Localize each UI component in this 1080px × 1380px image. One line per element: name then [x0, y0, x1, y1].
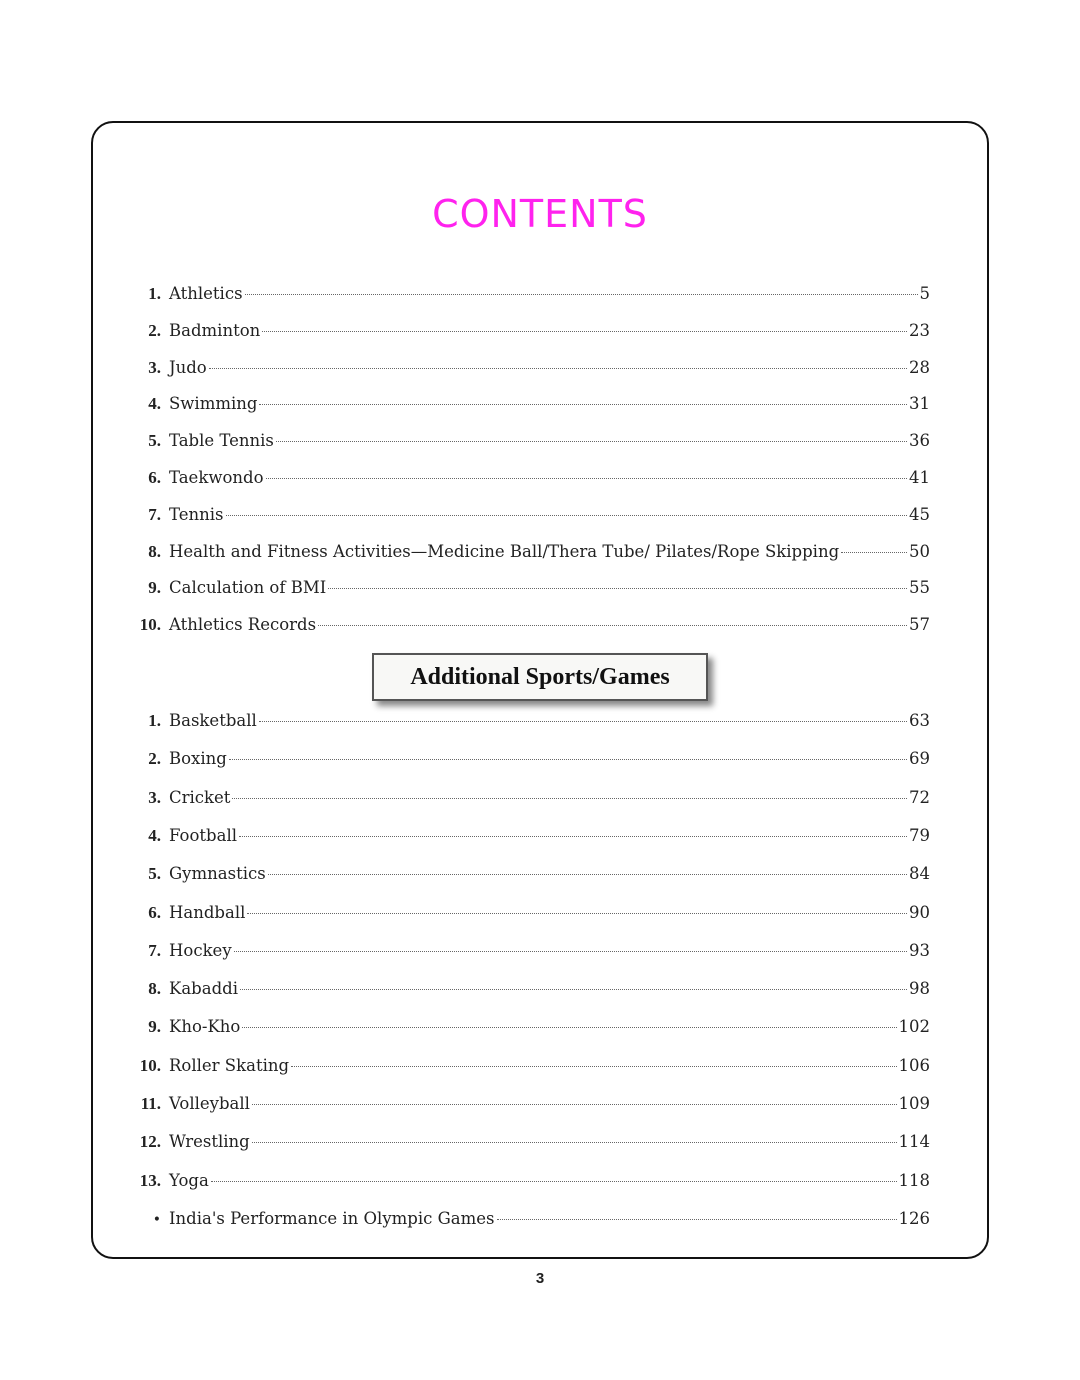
toc-entry[interactable]: [130, 788, 930, 810]
toc-entry[interactable]: [130, 468, 930, 490]
bullet-icon: •: [152, 1211, 161, 1228]
dot-leader: [276, 441, 907, 442]
toc-entry[interactable]: [130, 321, 930, 343]
entry-title: Volleyball: [169, 1094, 250, 1113]
entry-page: 98: [909, 979, 930, 999]
entry-page: 69: [909, 749, 930, 769]
entry-title: Swimming: [169, 394, 258, 414]
entry-title: Gymnastics: [169, 864, 266, 884]
entry-number: 5.: [148, 864, 161, 884]
dot-leader: [497, 1219, 897, 1220]
dot-leader: [262, 331, 907, 332]
entry-title: Table Tennis: [169, 431, 274, 451]
dot-leader: [229, 759, 907, 760]
dot-leader: [252, 1104, 897, 1105]
dot-leader: [242, 1027, 896, 1028]
dot-leader: [226, 515, 908, 516]
dot-leader: [247, 913, 907, 914]
dot-leader: [318, 625, 907, 626]
toc-entry[interactable]: [130, 578, 930, 600]
dot-leader: [268, 874, 907, 875]
entry-number: 2.: [148, 749, 161, 769]
entry-page: 102: [898, 1017, 930, 1037]
entry-number: 10.: [139, 615, 161, 635]
entry-page: 36: [909, 431, 930, 451]
entry-number: 12.: [139, 1132, 161, 1152]
toc-entry[interactable]: [130, 1132, 930, 1154]
dot-leader: [240, 989, 907, 990]
entry-title: Athletics Records: [169, 615, 317, 635]
toc-entry[interactable]: [130, 615, 930, 637]
toc-entry[interactable]: [130, 1171, 930, 1193]
page-number: 3: [535, 1270, 545, 1287]
entry-number: 4.: [148, 825, 161, 845]
entry-title: Tennis: [169, 504, 224, 524]
entry-page: 93: [909, 940, 930, 960]
dot-leader: [239, 836, 907, 837]
section-heading: Additional Sports/Games: [372, 653, 708, 701]
toc-entry[interactable]: [130, 431, 930, 453]
entry-page: 31: [909, 394, 930, 414]
entry-number: 8.: [148, 979, 161, 999]
entry-title: Yoga: [169, 1170, 209, 1190]
toc-entry[interactable]: [130, 903, 930, 925]
dot-leader: [259, 404, 907, 405]
entry-page: 79: [909, 825, 930, 845]
dot-leader: [232, 798, 907, 799]
entry-title: Basketball: [169, 711, 257, 730]
entry-page: 126: [898, 1208, 930, 1228]
toc-entry[interactable]: [130, 358, 930, 380]
toc-entry[interactable]: [130, 1017, 930, 1039]
dot-leader: [209, 368, 907, 369]
entry-number: 8.: [148, 541, 161, 561]
entry-number: 1.: [148, 284, 161, 303]
dot-leader: [328, 588, 907, 589]
entry-page: 106: [898, 1055, 930, 1075]
dot-leader: [234, 951, 907, 952]
toc-entry[interactable]: [130, 1209, 930, 1231]
toc-entry[interactable]: [130, 1094, 930, 1116]
entry-title: Athletics: [169, 284, 243, 303]
entry-page: 72: [909, 787, 930, 807]
entry-number: 2.: [148, 320, 161, 340]
entry-number: 9.: [148, 1017, 161, 1037]
entry-page: 45: [909, 504, 930, 524]
entry-title: Cricket: [169, 787, 231, 807]
entry-title: Boxing: [169, 749, 227, 769]
toc-entry[interactable]: [130, 826, 930, 848]
entry-page: 55: [909, 578, 930, 598]
entry-page: 5: [919, 284, 930, 303]
entry-page: 84: [909, 864, 930, 884]
entry-title: Judo: [169, 357, 207, 377]
entry-number: 9.: [148, 578, 161, 598]
dot-leader: [259, 721, 907, 722]
entry-title: Wrestling: [169, 1132, 250, 1152]
toc-entry[interactable]: [130, 711, 930, 733]
toc-entry[interactable]: [130, 1056, 930, 1078]
toc-entry[interactable]: [130, 505, 930, 527]
entry-number: 7.: [148, 940, 161, 960]
entry-number: 6.: [148, 468, 161, 487]
entry-page: 118: [898, 1170, 930, 1190]
entry-title: Kabaddi: [169, 979, 238, 999]
dot-leader: [841, 552, 907, 553]
page-title: CONTENTS: [432, 192, 648, 236]
entry-page: 63: [909, 711, 930, 730]
entry-number: 11.: [140, 1094, 161, 1113]
entry-page: 23: [909, 320, 930, 340]
toc-entry[interactable]: [130, 941, 930, 963]
entry-page: 109: [898, 1094, 930, 1113]
entry-page: 41: [909, 468, 930, 487]
entry-number: 4.: [148, 394, 161, 414]
toc-entry[interactable]: [130, 749, 930, 771]
entry-title: Kho-Kho: [169, 1017, 241, 1037]
entry-number: 10.: [139, 1055, 161, 1075]
dot-leader: [245, 294, 918, 295]
dot-leader: [211, 1181, 897, 1182]
toc-entry[interactable]: [130, 394, 930, 416]
entry-page: 90: [909, 902, 930, 922]
entry-title: Hockey: [169, 940, 232, 960]
entry-number: 3.: [148, 787, 161, 807]
entry-title: Badminton: [169, 320, 261, 340]
entry-title: India's Performance in Olympic Games: [169, 1208, 495, 1228]
toc-entry[interactable]: [130, 284, 930, 306]
toc-entry[interactable]: [130, 542, 930, 564]
dot-leader: [266, 478, 907, 479]
entry-page: 57: [909, 615, 930, 635]
dot-leader: [291, 1066, 896, 1067]
entry-number: 7.: [148, 504, 161, 524]
entry-number: 6.: [148, 902, 161, 922]
entry-title: Roller Skating: [169, 1055, 290, 1075]
toc-entry[interactable]: [130, 979, 930, 1001]
dot-leader: [252, 1142, 897, 1143]
entry-title: Handball: [169, 902, 246, 922]
entry-page: 114: [898, 1132, 930, 1152]
entry-title: Taekwondo: [169, 468, 264, 487]
entry-title: Calculation of BMI: [169, 578, 327, 598]
entry-number: 1.: [148, 711, 161, 730]
entry-page: 28: [909, 357, 930, 377]
entry-title: Football: [169, 825, 237, 845]
entry-page: 50: [909, 541, 930, 561]
toc-entry[interactable]: [130, 864, 930, 886]
entry-number: 5.: [148, 431, 161, 451]
entry-title: Health and Fitness Activities—Medicine Ball/Thera Tube/ Pilates/Rope Skipping: [169, 541, 840, 561]
entry-number: 3.: [148, 357, 161, 377]
entry-number: 13.: [139, 1170, 161, 1190]
